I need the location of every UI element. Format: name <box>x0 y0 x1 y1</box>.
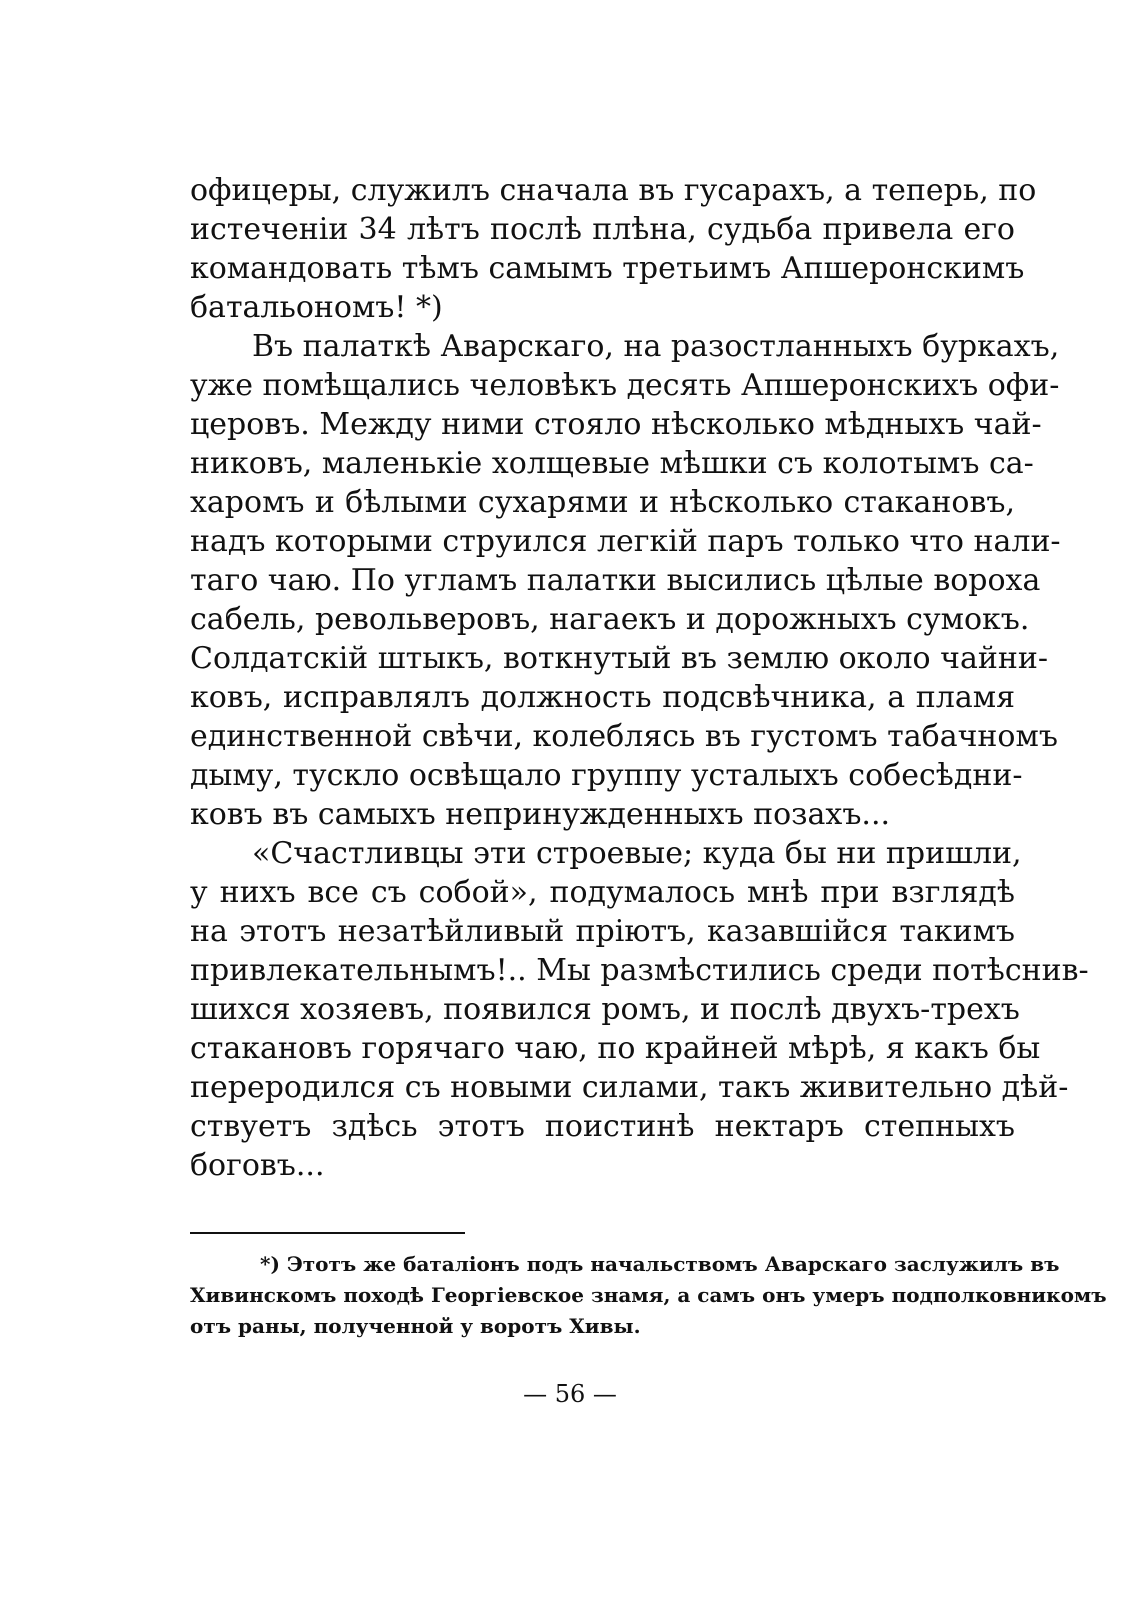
text-line: сабель, револьверовъ, нагаекъ и дорожныхъ сумокъ. <box>190 602 1030 637</box>
text-line: «Счастливцы эти строевые; куда бы ни пришли, <box>252 836 1022 871</box>
text-line: ковъ, исправлялъ должность подсвѣчника, а пламя <box>190 680 1015 715</box>
footnote-line: отъ раны, полученной у воротъ Хивы. <box>190 1314 641 1338</box>
text-line: надъ которыми струился легкiй паръ только что нали- <box>190 524 1061 559</box>
text-line: церовъ. Между ними стояло нѣсколько мѣдныхъ чай- <box>190 407 1042 442</box>
text-line: уже помѣщались человѣкъ десять Апшеронскихъ офи- <box>190 368 1060 403</box>
footnote-line: Хивинскомъ походѣ Георгiевское знамя, а самъ онъ умеръ подполковникомъ <box>190 1283 1107 1307</box>
text-line: батальономъ! *) <box>190 290 443 325</box>
text-line: никовъ, маленькiе холщевые мѣшки съ колотымъ са- <box>190 446 1034 481</box>
text-line: привлекательнымъ!.. Мы размѣстились среди потѣснив- <box>190 953 1089 988</box>
text-line: на этотъ незатѣйливый прiютъ, казавшiйся такимъ <box>190 914 1015 949</box>
text-line: у нихъ все съ собой», подумалось мнѣ при взглядѣ <box>190 875 1015 910</box>
text-line: Солдатскiй штыкъ, воткнутый въ землю около чайни- <box>190 641 1048 676</box>
text-line: стакановъ горячаго чаю, по крайней мѣрѣ, я какъ бы <box>190 1031 1041 1066</box>
text-line: командовать тѣмъ самымъ третьимъ Апшеронскимъ <box>190 251 1025 286</box>
text-line: переродился съ новыми силами, такъ живительно дѣй- <box>190 1070 1069 1105</box>
text-line: Въ палаткѣ Аварскаго, на разостланныхъ буркахъ, <box>252 329 1060 364</box>
text-line: таго чаю. По угламъ палатки высились цѣлые вороха <box>190 563 1041 598</box>
text-line: боговъ... <box>190 1148 325 1183</box>
footnote-line: *) Этотъ же баталiонъ подъ начальствомъ Аварскаго заслужилъ въ <box>260 1252 1060 1276</box>
text-line: офицеры, служилъ сначала въ гусарахъ, а теперь, по <box>190 173 1037 208</box>
text-line: ковъ въ самыхъ непринужденныхъ позахъ... <box>190 797 891 832</box>
text-line: ствуетъ здѣсь этотъ поистинѣ нектаръ степныхъ <box>190 1109 1015 1144</box>
text-line: истеченiи 34 лѣтъ послѣ плѣна, судьба привела его <box>190 212 1015 247</box>
footnote <box>190 1249 1107 1342</box>
text-line: единственной свѣчи, колеблясь въ густомъ табачномъ <box>190 719 1058 754</box>
text-line: шихся хозяевъ, появился ромъ, и послѣ двухъ-трехъ <box>190 992 1020 1027</box>
main-text <box>190 171 1089 1185</box>
text-line: дыму, тускло освѣщало группу усталыхъ собесѣдни- <box>190 758 1023 793</box>
footnote-divider <box>190 1232 465 1234</box>
text-line: харомъ и бѣлыми сухарями и нѣсколько стакановъ, <box>190 485 1015 520</box>
page-number: — 56 — <box>523 1380 617 1408</box>
